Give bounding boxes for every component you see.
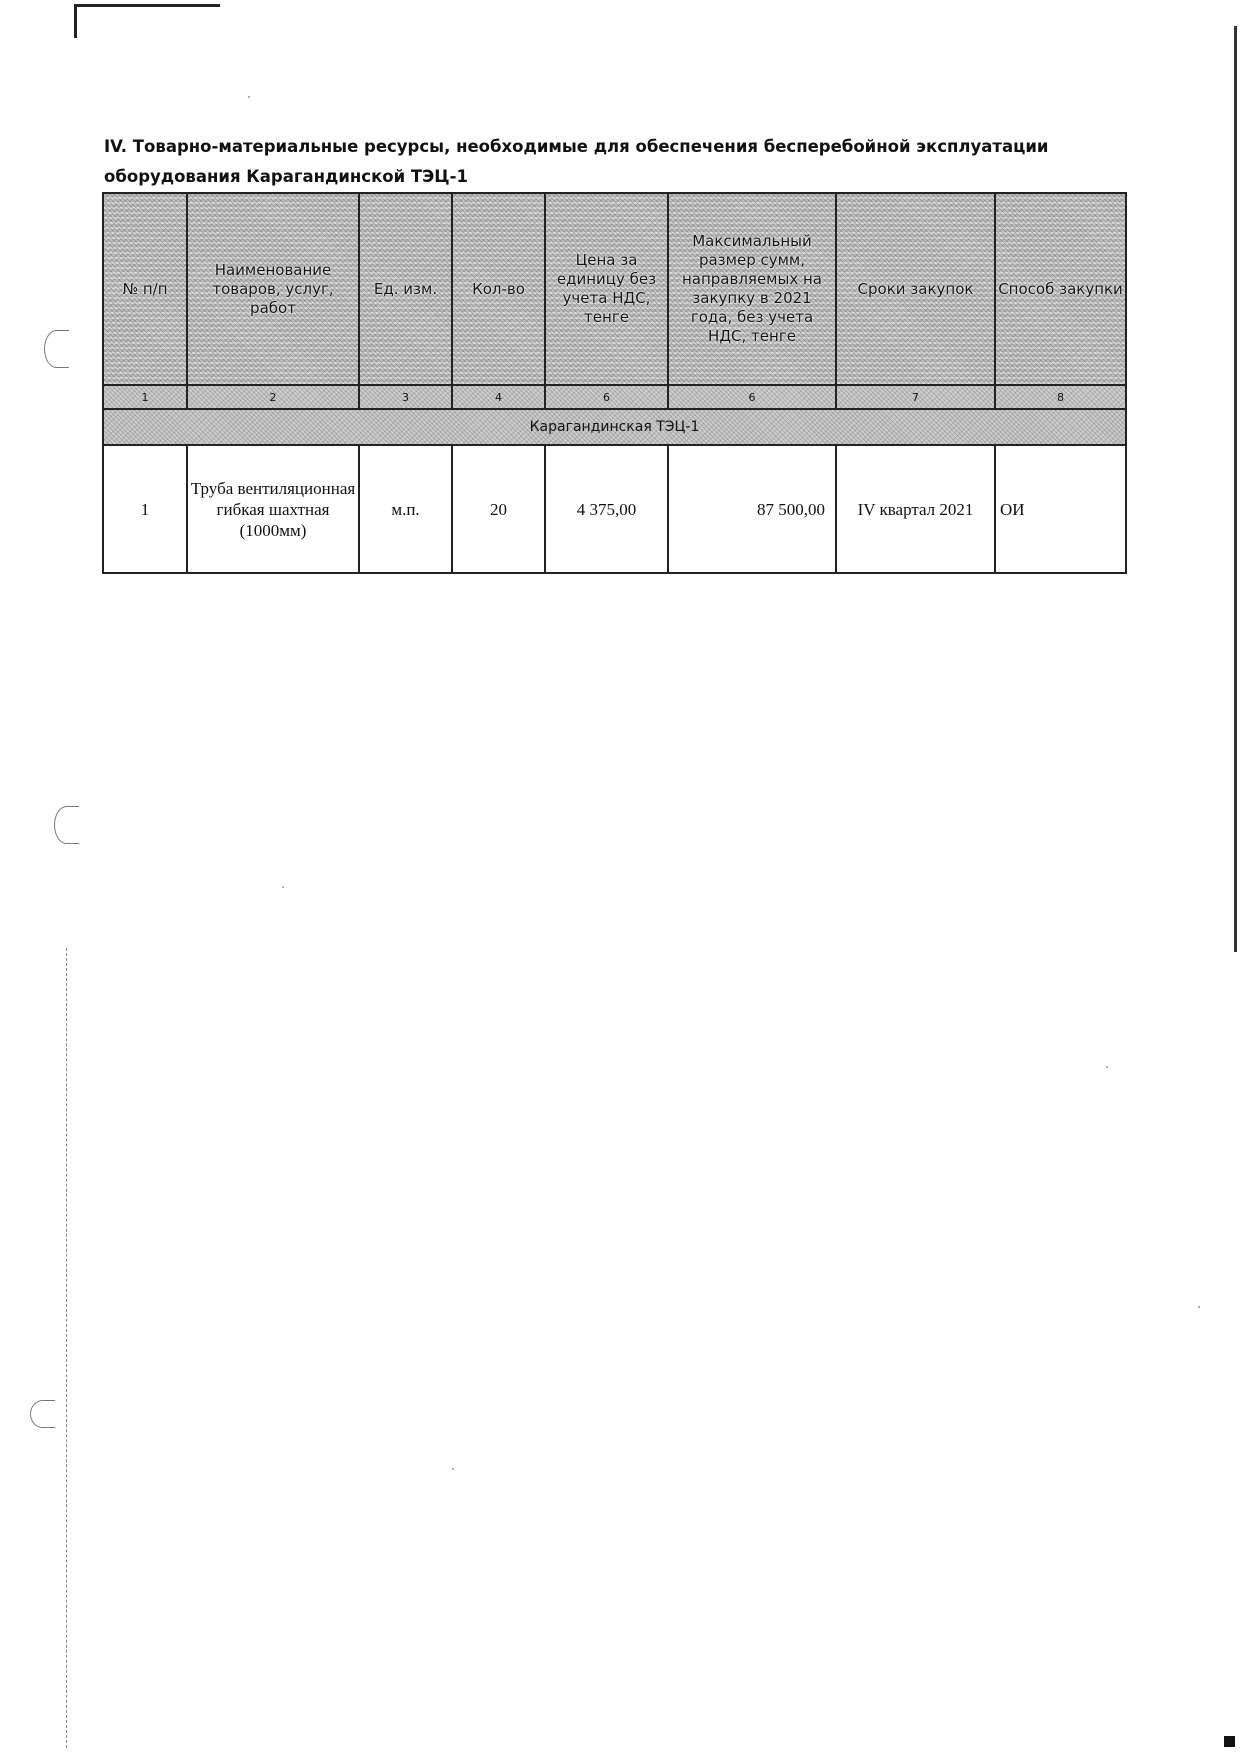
cell-max-sum: 87 500,00: [668, 445, 836, 573]
header-row: [103, 193, 1126, 385]
cell-num: 1: [103, 445, 187, 573]
document-title: IV. Товарно-материальные ресурсы, необходимые для обеспечения бесперебойной эксплуатации оборудования Карагандинской ТЭЦ-1: [104, 137, 1049, 186]
cell-method: ОИ: [995, 445, 1126, 573]
header-cell: Цена за единицу без учета НДС, тенге: [545, 193, 668, 385]
scan-speck: [452, 1468, 454, 1470]
cell-unit: м.п.: [359, 445, 452, 573]
cell-name: Труба вентиляционная гибкая шахтная (1000мм): [187, 445, 359, 573]
scan-border-artifact: [74, 4, 77, 38]
procurement-table: [102, 192, 1127, 574]
scan-border-artifact: [74, 4, 220, 7]
header-cell: Максимальный размер сумм, направляемых на закупку в 2021 года, без учета НДС, тенге: [668, 193, 836, 385]
scan-edge-artifact: [1234, 26, 1237, 952]
scan-speck: [1106, 1066, 1108, 1068]
scan-mark: [1224, 1736, 1235, 1747]
column-number: 1: [103, 385, 187, 409]
column-number: 2: [187, 385, 359, 409]
header-cell: Наименование товаров, услуг, работ: [187, 193, 359, 385]
column-number: 6: [545, 385, 668, 409]
cell-unit-price: 4 375,00: [545, 445, 668, 573]
column-number-row: [103, 385, 1126, 409]
column-number: 4: [452, 385, 545, 409]
header-cell: Сроки закупок: [836, 193, 995, 385]
cell-qty: 20: [452, 445, 545, 573]
header-cell: Ед. изм.: [359, 193, 452, 385]
cell-period: IV квартал 2021: [836, 445, 995, 573]
scan-speck: [282, 886, 284, 888]
punch-hole-mark: [54, 806, 79, 844]
header-cell: Кол-во: [452, 193, 545, 385]
scan-speck: [248, 96, 250, 98]
scan-edge-artifact: [66, 948, 68, 1748]
scan-speck: [1198, 1306, 1200, 1308]
header-cell: № п/п: [103, 193, 187, 385]
table-row: [103, 445, 1126, 573]
column-number: 8: [995, 385, 1126, 409]
punch-hole-mark: [30, 1400, 55, 1428]
column-number: 3: [359, 385, 452, 409]
group-row: [103, 409, 1126, 445]
group-label: Карагандинская ТЭЦ-1: [103, 409, 1126, 445]
column-number: 6: [668, 385, 836, 409]
punch-hole-mark: [44, 330, 69, 368]
column-number: 7: [836, 385, 995, 409]
header-cell: Способ закупки: [995, 193, 1126, 385]
